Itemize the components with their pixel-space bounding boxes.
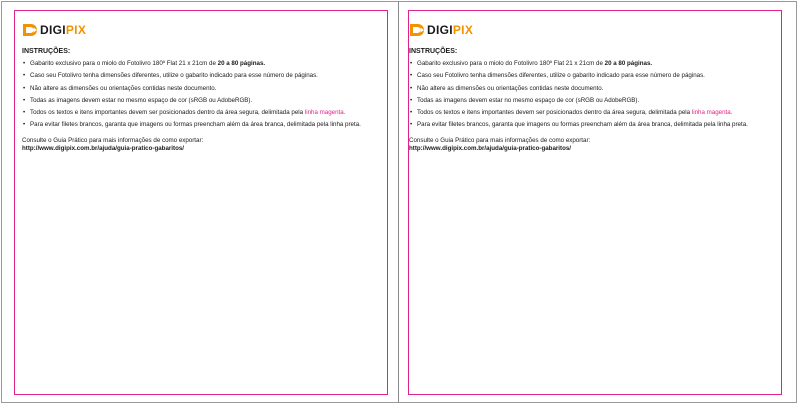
logo-wordmark [427, 23, 473, 37]
instruction-item: • Caso seu Fotolivro tenha dimensões diferentes, utilize o gabarito indicado para esse número de páginas. [409, 72, 769, 80]
spine-line [398, 1, 399, 403]
logo-pix: PIX [65, 23, 87, 37]
guide-url: http://www.digipix.com.br/ajuda/guia-pratico-gabaritos/ [22, 145, 185, 153]
instruction-item [22, 60, 382, 68]
instruction-item: • Caso seu Fotolivro tenha dimensões diferentes, utilize o gabarito indicado para esse número de páginas. [22, 72, 382, 80]
digipix-logo-icon [22, 23, 38, 37]
magenta-highlight-text: linha magenta. [691, 109, 733, 117]
guide-url: http://www.digipix.com.br/ajuda/guia-pratico-gabaritos/ [409, 145, 572, 153]
instruction-item [409, 109, 769, 117]
instructions-list [22, 60, 382, 129]
consult-text: Consulte o Guia Prático para mais informações de como exportar: [409, 137, 591, 145]
instruction-item [22, 109, 382, 117]
instruction-item: • Para evitar filetes brancos, garanta que imagens ou formas preencham além da área branca, delimitada pela linha preta. [22, 121, 382, 129]
instructions-heading: INSTRUÇÕES: [22, 48, 71, 55]
instruction-text: Todos os textos e itens importantes devem ser posicionados dentro da área segura, delimitada pela [30, 109, 305, 117]
instruction-item [409, 60, 769, 68]
digipix-logo [409, 22, 769, 38]
instruction-text: Todos os textos e itens importantes devem ser posicionados dentro da área segura, delimitada pela [417, 109, 692, 117]
consult-text: Consulte o Guia Prático para mais informações de como exportar: [22, 137, 204, 145]
right-page [409, 22, 769, 152]
logo-digi: DIGI [40, 23, 66, 37]
logo-digi: DIGI [427, 23, 453, 37]
digipix-logo [22, 22, 382, 38]
logo-pix: PIX [452, 23, 474, 37]
instruction-bold-text: 20 a 80 páginas. [217, 60, 266, 67]
instruction-item: • Não altere as dimensões ou orientações contidas neste documento. [22, 85, 382, 93]
instructions-list [409, 60, 769, 129]
instruction-item: • Todas as imagens devem estar no mesmo espaço de cor (sRGB ou AdobeRGB). [409, 97, 769, 105]
digipix-logo-icon [409, 23, 425, 37]
instruction-text: Gabarito exclusivo para o miolo do Fotolivro 180º Flat 21 x 21cm de [30, 60, 218, 67]
instruction-item: • Todas as imagens devem estar no mesmo espaço de cor (sRGB ou AdobeRGB). [22, 97, 382, 105]
logo-wordmark [40, 23, 86, 37]
instructions-heading: INSTRUÇÕES: [409, 48, 458, 55]
instruction-bold-text: 20 a 80 páginas. [604, 60, 653, 67]
instruction-item: • Para evitar filetes brancos, garanta que imagens ou formas preencham além da área branca, delimitada pela linha preta. [409, 121, 769, 129]
magenta-highlight-text: linha magenta. [304, 109, 346, 117]
instruction-text: Gabarito exclusivo para o miolo do Fotolivro 180º Flat 21 x 21cm de [417, 60, 605, 67]
left-page [22, 22, 382, 152]
instruction-item: • Não altere as dimensões ou orientações contidas neste documento. [409, 85, 769, 93]
